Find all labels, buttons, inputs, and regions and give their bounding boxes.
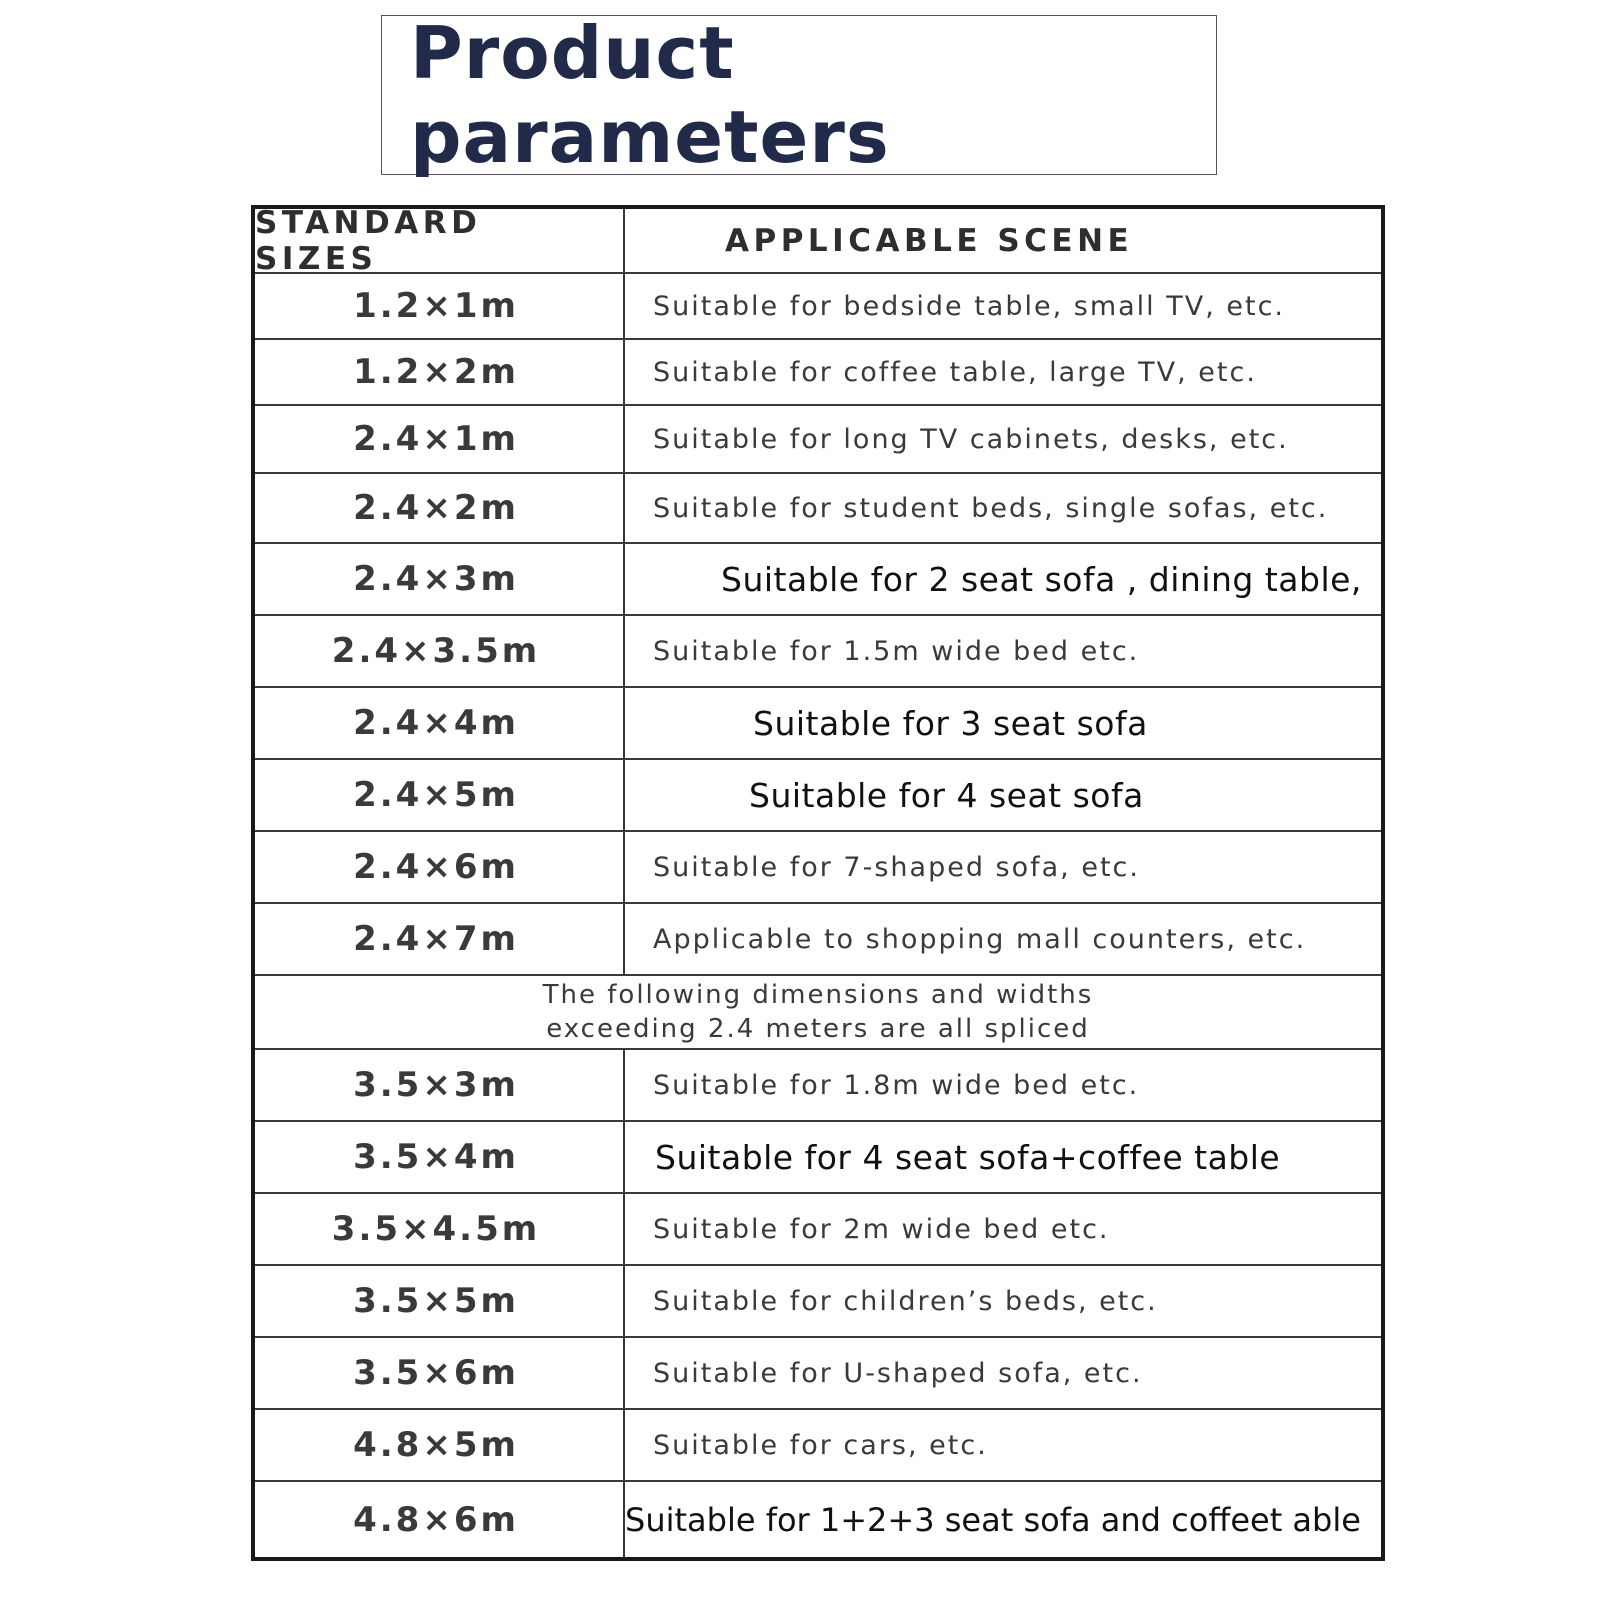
size-cell: 2.4×1m bbox=[255, 406, 625, 472]
scene-cell: Suitable for children’s beds, etc. bbox=[653, 1285, 1158, 1317]
size-cell: 1.2×2m bbox=[255, 340, 625, 404]
table-row bbox=[255, 1192, 1381, 1264]
size-cell: 4.8×5m bbox=[255, 1410, 625, 1480]
table-row bbox=[255, 758, 1381, 830]
page-title: Product parameters bbox=[410, 11, 890, 179]
scene-cell: Suitable for 1+2+3 seat sofa and coffeet able bbox=[625, 1500, 1361, 1539]
scene-cell: Suitable for 7-shaped sofa, etc. bbox=[653, 851, 1140, 883]
scene-cell: Applicable to shopping mall counters, etc. bbox=[653, 923, 1307, 955]
table-row bbox=[255, 1048, 1381, 1120]
scene-cell: Suitable for 3 seat sofa bbox=[753, 703, 1148, 743]
table-row bbox=[255, 1336, 1381, 1408]
table-row bbox=[255, 614, 1381, 686]
scene-cell: Suitable for U-shaped sofa, etc. bbox=[653, 1357, 1143, 1389]
size-cell: 2.4×3.5m bbox=[255, 616, 625, 686]
scene-cell: Suitable for student beds, single sofas, etc. bbox=[653, 492, 1329, 524]
table-row bbox=[255, 1264, 1381, 1336]
scene-cell: Suitable for 2m wide bed etc. bbox=[653, 1213, 1110, 1245]
scene-cell: Suitable for bedside table, small TV, etc. bbox=[653, 290, 1286, 322]
table-row bbox=[255, 1408, 1381, 1480]
table-row bbox=[255, 902, 1381, 974]
scene-cell: Suitable for 2 seat sofa , dining table, bbox=[721, 559, 1362, 599]
header-standard-sizes: STANDARD SIZES bbox=[255, 209, 625, 272]
size-cell: 2.4×4m bbox=[255, 688, 625, 758]
table-row bbox=[255, 686, 1381, 758]
size-cell: 3.5×3m bbox=[255, 1050, 625, 1120]
size-cell: 3.5×4.5m bbox=[255, 1194, 625, 1264]
size-cell: 3.5×5m bbox=[255, 1266, 625, 1336]
scene-cell: Suitable for coffee table, large TV, etc. bbox=[653, 356, 1257, 388]
size-cell: 3.5×6m bbox=[255, 1338, 625, 1408]
table-row bbox=[255, 404, 1381, 472]
table-header-row bbox=[255, 204, 1381, 277]
scene-cell: Suitable for 1.5m wide bed etc. bbox=[653, 635, 1140, 667]
splice-note-row bbox=[255, 974, 1381, 1048]
size-cell: 3.5×4m bbox=[255, 1122, 625, 1192]
scene-cell: Suitable for cars, etc. bbox=[653, 1429, 988, 1461]
scene-cell: Suitable for 1.8m wide bed etc. bbox=[653, 1069, 1140, 1101]
table-row bbox=[255, 1480, 1381, 1557]
title-box bbox=[381, 11, 1217, 179]
splice-note-line-1: The following dimensions and widths bbox=[542, 980, 1094, 1010]
size-cell: 2.4×5m bbox=[255, 760, 625, 830]
size-cell: 4.8×6m bbox=[255, 1482, 625, 1557]
size-cell: 2.4×7m bbox=[255, 904, 625, 974]
size-cell: 2.4×3m bbox=[255, 544, 625, 614]
scene-cell: Suitable for 4 seat sofa bbox=[749, 775, 1144, 815]
table-row bbox=[255, 830, 1381, 902]
size-cell: 2.4×2m bbox=[255, 474, 625, 542]
scene-cell: Suitable for 4 seat sofa+coffee table bbox=[655, 1137, 1281, 1177]
parameters-table bbox=[251, 205, 1385, 1561]
table-row bbox=[255, 272, 1381, 338]
table-row bbox=[255, 338, 1381, 404]
table-row bbox=[255, 1120, 1381, 1192]
splice-note-line-2: exceeding 2.4 meters are all spliced bbox=[546, 1014, 1090, 1044]
splice-note bbox=[543, 978, 1094, 1046]
header-applicable-scene: APPLICABLE SCENE bbox=[725, 222, 1134, 259]
table-row bbox=[255, 542, 1381, 614]
size-cell: 1.2×1m bbox=[255, 274, 625, 338]
table-row bbox=[255, 472, 1381, 542]
size-cell: 2.4×6m bbox=[255, 832, 625, 902]
scene-cell: Suitable for long TV cabinets, desks, etc. bbox=[653, 423, 1289, 455]
